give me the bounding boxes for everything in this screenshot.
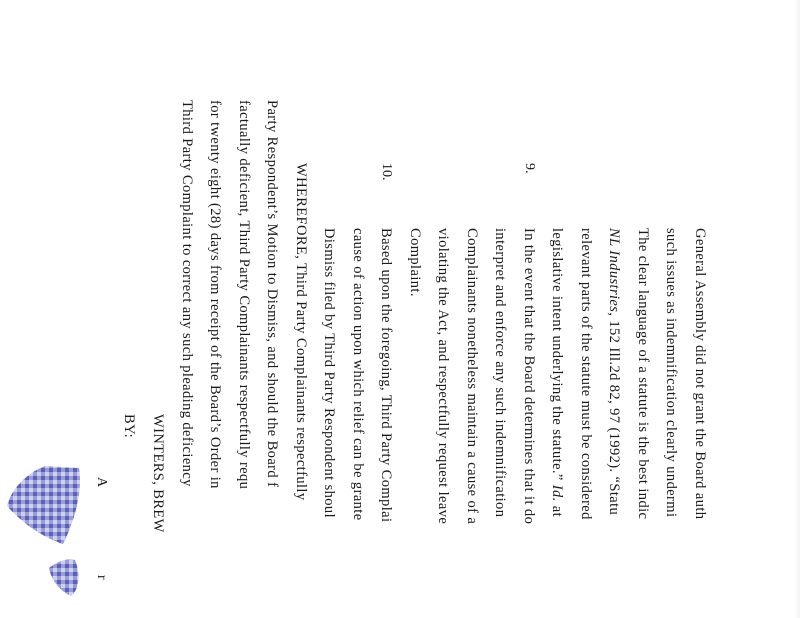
case-name: NL Industries	[606, 228, 622, 313]
doc-line-17: factually deficient, Third Party Complainants respectfully requ	[236, 100, 252, 490]
doc-line-6: legislative intent underlying the statute.” Id. at	[549, 228, 565, 517]
doc-line-14: Dismiss filed by Third Party Respondent shoul	[321, 228, 337, 519]
signature-mark-r: r	[94, 575, 109, 580]
doc-line-5: relevant parts of the statute must be considered	[578, 228, 594, 520]
doc-line-15: WHEREFORE, Third Party Complainants respectfully	[293, 163, 309, 501]
doc-line-2: such issues as indemnification clearly undermi	[663, 228, 679, 518]
doc-line-16: Party Respondent’s Motion to Dismiss, and should the Board f	[264, 100, 280, 488]
id-citation: Id.	[549, 484, 565, 502]
doc-line-11: Complaint.	[407, 228, 423, 297]
scan-edge	[794, 0, 800, 618]
doc-line-18: for twenty eight (28) days from receipt of the Board’s Order in	[207, 100, 223, 489]
doc-line-7: In the event that the Board determines that it do	[521, 228, 537, 525]
citation-text: , 152 Ill.2d 82, 97 (1992). “Statu	[606, 312, 622, 516]
doc-line-13: cause of action upon which relief can be grante	[350, 228, 366, 521]
doc-line-9: Complainants nonetheless maintain a cause of a	[464, 228, 480, 525]
firm-name: WINTERS, BREW	[150, 414, 166, 533]
doc-line-1: General Assembly did not grant the Board auth	[692, 228, 708, 520]
by-label: BY:	[121, 414, 137, 439]
signature-mark-a: A	[94, 477, 109, 488]
doc-line-12: Based upon the foregoing, Third Party Complai	[378, 228, 394, 523]
doc-line-4	[606, 228, 622, 515]
doc-line-8: interpret and enforce any such indemnification	[492, 228, 508, 518]
doc-line-3: The clear language of a statute is the best indic	[635, 228, 651, 520]
paragraph-number-9: 9.	[522, 163, 537, 174]
stamp-seal-left	[0, 460, 85, 550]
doc-line-19: Third Party Complaint to correct any such pleading deficiency	[179, 100, 195, 487]
stamp-seal-right	[45, 556, 85, 600]
doc-line-10: violating the Act, and respectfully request leave	[435, 228, 451, 525]
paragraph-number-10: 10.	[379, 163, 394, 181]
